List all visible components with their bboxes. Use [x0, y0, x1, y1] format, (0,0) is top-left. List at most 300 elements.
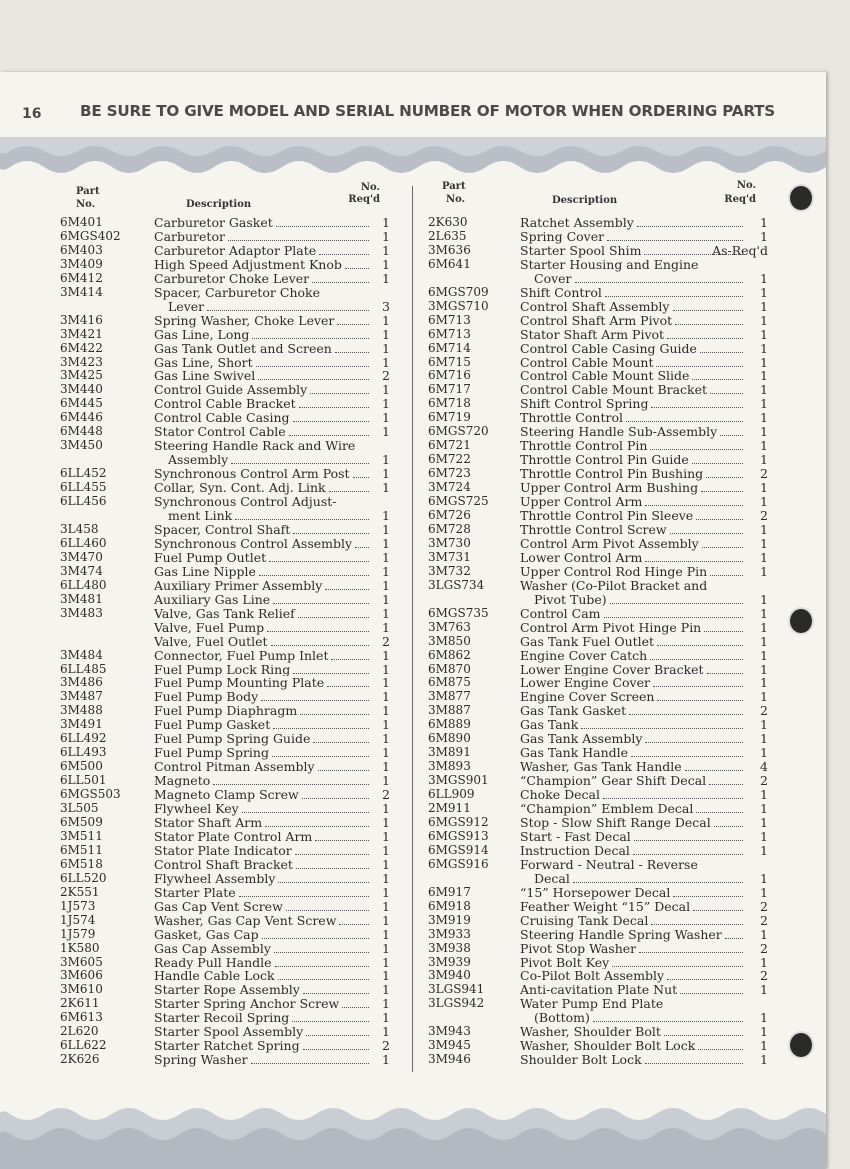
part-quantity: 1 — [382, 675, 390, 691]
part-quantity: 2 — [760, 466, 768, 482]
part-row — [428, 579, 768, 607]
part-number: 3M731 — [428, 549, 471, 564]
part-row — [60, 369, 390, 383]
binder-hole-middle — [788, 607, 814, 635]
part-description-text: High Speed Adjustment Knob — [154, 257, 342, 272]
part-quantity: 1 — [760, 633, 768, 649]
part-row — [60, 481, 390, 495]
part-row — [428, 914, 768, 928]
part-quantity: 1 — [382, 340, 390, 356]
part-number: 6M726 — [428, 508, 471, 523]
part-quantity: 1 — [382, 605, 390, 621]
part-description — [520, 495, 746, 509]
part-description-text: Valve, Gas Tank Relief — [154, 606, 295, 621]
part-description — [154, 942, 372, 956]
part-description-text: Co-Pilot Bolt Assembly — [520, 969, 665, 984]
part-row — [60, 718, 390, 732]
part-description — [520, 481, 746, 495]
leader-dots — [702, 538, 743, 548]
part-description — [520, 411, 746, 425]
part-description — [520, 816, 746, 830]
part-row — [60, 649, 390, 663]
part-description — [520, 565, 746, 579]
part-number: 6M890 — [428, 731, 471, 746]
leader-dots — [725, 929, 743, 939]
part-row — [60, 523, 390, 537]
part-row — [428, 551, 768, 565]
part-number: 3M732 — [428, 563, 471, 578]
part-description-text: Instruction Decal — [520, 843, 630, 858]
part-number: 6MGS402 — [60, 228, 121, 243]
part-description — [520, 886, 746, 900]
part-row — [428, 397, 768, 411]
part-quantity: 1 — [760, 605, 768, 621]
leader-dots — [651, 398, 743, 408]
leader-dots — [704, 622, 743, 632]
part-description — [520, 300, 746, 314]
leader-dots — [637, 217, 743, 227]
part-description — [154, 537, 372, 551]
part-number: 3M946 — [428, 1052, 471, 1067]
part-row — [60, 914, 390, 928]
part-description-text: Gas Tank — [520, 718, 579, 733]
part-description — [154, 621, 372, 635]
part-quantity: 1 — [382, 1052, 390, 1068]
part-quantity: 1 — [382, 801, 390, 817]
part-description — [520, 425, 746, 439]
part-description — [520, 704, 746, 718]
part-description-text: Collar, Syn. Cont. Adj. Link — [154, 481, 326, 496]
part-number: 6M728 — [428, 521, 471, 536]
part-quantity: 1 — [382, 814, 390, 830]
leader-dots — [604, 608, 743, 618]
leader-dots — [650, 650, 743, 660]
part-row — [428, 788, 768, 802]
part-quantity: 1 — [760, 340, 768, 356]
part-number: 6M721 — [428, 438, 471, 453]
leader-dots — [262, 929, 369, 939]
part-row — [60, 816, 390, 830]
part-description-text: Gas Cap Assembly — [154, 941, 271, 956]
part-quantity: 1 — [760, 521, 768, 537]
part-description — [520, 509, 746, 523]
part-description-text: Steering Handle Rack and Wire — [154, 439, 356, 454]
part-description — [154, 690, 372, 704]
part-number: 6MGS720 — [428, 424, 489, 439]
part-quantity: 1 — [760, 731, 768, 747]
leader-dots — [239, 887, 369, 897]
part-row — [428, 983, 768, 997]
part-description — [520, 690, 746, 704]
part-description — [154, 1025, 372, 1039]
part-row — [428, 230, 768, 244]
part-row — [428, 537, 768, 551]
part-description — [154, 216, 372, 230]
part-row — [428, 649, 768, 663]
wave-decoration-bottom — [0, 1098, 826, 1169]
part-quantity: 1 — [760, 549, 768, 565]
part-description — [520, 788, 746, 802]
part-row — [428, 411, 768, 425]
part-description-text: Connector, Fuel Pump Inlet — [154, 648, 329, 663]
part-description — [520, 1025, 746, 1039]
part-quantity: 1 — [382, 996, 390, 1012]
part-row — [60, 760, 390, 774]
part-row — [428, 481, 768, 495]
part-description-continued — [168, 300, 372, 314]
part-quantity: 1 — [760, 828, 768, 844]
part-row — [60, 774, 390, 788]
part-description — [520, 802, 746, 816]
leader-dots — [292, 1012, 369, 1022]
wave-decoration-top — [0, 137, 826, 185]
part-description — [154, 760, 372, 774]
part-description — [154, 551, 372, 565]
part-quantity: 1 — [382, 619, 390, 635]
part-row — [60, 495, 390, 523]
part-description-text: Synchronous Control Adjust- — [154, 495, 337, 510]
leader-dots — [293, 412, 369, 422]
part-number: 6M445 — [60, 396, 103, 411]
part-number: 3LGS734 — [428, 577, 485, 592]
part-quantity: 1 — [382, 480, 390, 496]
part-quantity: 1 — [382, 717, 390, 733]
part-description — [154, 425, 372, 439]
part-row — [60, 328, 390, 342]
part-description — [154, 928, 372, 942]
part-quantity: 1 — [382, 828, 390, 844]
part-number: 6M722 — [428, 452, 471, 467]
part-number: 3M933 — [428, 926, 471, 941]
part-description-text: Control Arm Pivot Hinge Pin — [520, 620, 702, 635]
part-number: 3M488 — [60, 703, 103, 718]
part-row — [428, 663, 768, 677]
part-number: 6M641 — [428, 256, 471, 271]
part-description — [154, 272, 372, 286]
part-row — [60, 886, 390, 900]
part-row — [60, 230, 390, 244]
part-description — [154, 481, 372, 495]
part-description — [154, 523, 372, 537]
leader-dots — [645, 496, 743, 506]
part-number: 1K580 — [60, 940, 100, 955]
part-row — [428, 676, 768, 690]
part-description-text: Forward - Neutral - Reverse — [520, 857, 698, 872]
part-quantity: 1 — [760, 563, 768, 579]
part-quantity: 1 — [382, 521, 390, 537]
part-quantity: 1 — [760, 884, 768, 900]
part-quantity: 2 — [760, 898, 768, 914]
part-quantity: 1 — [760, 215, 768, 230]
leader-dots — [610, 594, 743, 604]
part-number: 3M610 — [60, 982, 103, 997]
part-row — [428, 439, 768, 453]
part-description — [154, 830, 372, 844]
part-quantity: 1 — [760, 480, 768, 496]
part-description-text: Control Cable Casing — [154, 411, 290, 426]
part-number: 3M474 — [60, 563, 103, 578]
leader-dots — [645, 1054, 743, 1064]
part-description-text: Starter Housing and Engine — [520, 257, 699, 272]
part-row — [60, 258, 390, 272]
leader-dots — [303, 984, 369, 994]
part-number: 6LL493 — [60, 745, 107, 760]
part-description — [154, 244, 372, 258]
part-description-continued — [534, 593, 746, 607]
part-number: 3M893 — [428, 759, 471, 774]
part-description — [154, 858, 372, 872]
leader-dots — [700, 343, 743, 353]
part-description — [520, 914, 746, 928]
part-description — [154, 369, 372, 383]
header-part-line1: Part — [442, 181, 466, 192]
part-quantity: 1 — [382, 424, 390, 440]
part-description-text: Control Shaft Arm Pivot — [520, 313, 673, 328]
part-number: 6M917 — [428, 884, 471, 899]
part-description — [154, 593, 372, 607]
part-description-text: Lower Control Arm — [520, 550, 643, 565]
header-qty-line2: Req'd — [724, 194, 756, 205]
leader-dots — [293, 524, 369, 534]
part-description — [154, 997, 372, 1011]
part-row — [60, 1053, 390, 1067]
leader-dots — [693, 901, 743, 911]
leader-dots — [706, 468, 743, 478]
leader-dots — [252, 329, 369, 339]
part-quantity: 1 — [382, 563, 390, 579]
part-row — [428, 1053, 768, 1067]
leader-dots — [273, 594, 369, 604]
part-row — [60, 635, 390, 649]
leader-dots — [235, 510, 369, 520]
part-description-text: Fuel Pump Spring — [154, 746, 269, 761]
part-description-text: Steering Handle Sub-Assembly — [520, 425, 718, 440]
part-row — [428, 760, 768, 774]
part-quantity: 1 — [382, 926, 390, 942]
leader-dots — [670, 524, 743, 534]
part-number: 6M716 — [428, 368, 471, 383]
leader-dots — [259, 566, 369, 576]
part-description — [520, 858, 746, 872]
part-row — [60, 830, 390, 844]
part-quantity: 1 — [760, 494, 768, 510]
part-description-continued-text: (Bottom) — [534, 1010, 590, 1026]
part-description-text: Valve, Fuel Outlet — [154, 634, 268, 649]
part-description-text: Fuel Pump Gasket — [154, 718, 271, 733]
part-number: 6M713 — [428, 326, 471, 341]
part-description — [520, 900, 746, 914]
part-quantity: 1 — [760, 396, 768, 412]
leader-dots — [261, 691, 369, 701]
part-row — [60, 467, 390, 481]
part-number: 6M412 — [60, 270, 103, 285]
part-row — [428, 900, 768, 914]
part-row — [428, 509, 768, 523]
part-row — [428, 467, 768, 481]
part-quantity: 1 — [382, 591, 390, 607]
part-row — [60, 356, 390, 370]
column-header — [60, 180, 390, 216]
leader-dots — [714, 817, 743, 827]
part-description-text: Shift Control — [520, 285, 602, 300]
part-row — [60, 607, 390, 621]
part-row — [428, 802, 768, 816]
part-number: 3LGS941 — [428, 982, 485, 997]
part-row — [428, 774, 768, 788]
part-description-text: “Champion” Emblem Decal — [520, 802, 694, 816]
part-description-text: Gasket, Gas Cap — [154, 927, 259, 942]
part-number: 6MGS503 — [60, 787, 121, 802]
part-description-text: Starter Rope Assembly — [154, 983, 300, 998]
part-description-continued — [534, 872, 746, 886]
part-row — [60, 690, 390, 704]
leader-dots — [310, 384, 369, 394]
part-number: 3M450 — [60, 438, 103, 453]
part-row — [60, 956, 390, 970]
part-row — [428, 1025, 768, 1039]
leader-dots — [313, 733, 369, 743]
part-row — [428, 886, 768, 900]
part-description-text: Control Shaft Assembly — [520, 299, 670, 314]
part-description — [154, 983, 372, 997]
page-title: BE SURE TO GIVE MODEL AND SERIAL NUMBER OF MOTOR WHEN ORDERING PARTS — [80, 102, 776, 120]
part-description-text: Starter Ratchet Spring — [154, 1039, 300, 1054]
leader-dots — [710, 566, 743, 576]
leader-dots — [633, 845, 743, 855]
part-description — [154, 411, 372, 425]
part-description-text: Spring Washer, Choke Lever — [154, 313, 335, 328]
part-description-text: Washer, Gas Tank Handle — [520, 760, 682, 775]
part-quantity: 1 — [382, 396, 390, 412]
leader-dots — [242, 803, 369, 813]
part-row — [60, 676, 390, 690]
leader-dots — [709, 775, 743, 785]
leader-dots — [342, 998, 369, 1008]
part-row — [428, 942, 768, 956]
part-quantity: 1 — [382, 466, 390, 482]
part-row — [428, 425, 768, 439]
part-description-text: Ready Pull Handle — [154, 955, 272, 970]
part-row — [428, 746, 768, 760]
leader-dots — [612, 957, 743, 967]
leader-dots — [271, 636, 369, 646]
part-quantity: 1 — [760, 982, 768, 998]
part-quantity: 1 — [760, 298, 768, 314]
part-number: 2K630 — [428, 215, 468, 229]
part-description-text: Carburetor Gasket — [154, 216, 273, 230]
part-number: 3M481 — [60, 591, 103, 606]
part-description-continued — [168, 509, 372, 523]
part-description — [154, 286, 372, 300]
part-description — [520, 635, 746, 649]
part-description — [154, 844, 372, 858]
page-header — [0, 100, 826, 130]
part-quantity: 1 — [760, 787, 768, 803]
part-description — [520, 230, 746, 244]
part-number: 6M717 — [428, 382, 471, 397]
part-quantity: 1 — [382, 382, 390, 398]
part-quantity: 1 — [382, 410, 390, 426]
leader-dots — [664, 1026, 743, 1036]
part-description-text: Fuel Pump Mounting Plate — [154, 676, 325, 691]
part-quantity: 2 — [760, 773, 768, 789]
part-description-text: Control Cable Mount Bracket — [520, 383, 708, 398]
part-quantity: 1 — [382, 508, 390, 523]
part-quantity: 2 — [760, 703, 768, 719]
leader-dots — [673, 301, 743, 311]
part-description-text: Carburetor — [154, 229, 225, 244]
part-number: 6LL622 — [60, 1038, 107, 1053]
part-row — [60, 579, 390, 593]
part-quantity: 1 — [760, 1010, 768, 1026]
part-description-text: Auxiliary Primer Assembly — [154, 578, 323, 593]
part-description-text: Fuel Pump Outlet — [154, 550, 267, 565]
part-description — [154, 956, 372, 970]
part-quantity: 1 — [760, 452, 768, 468]
leader-dots — [593, 1012, 743, 1022]
part-description-continued — [534, 1011, 746, 1025]
part-row — [428, 732, 768, 746]
part-quantity: 1 — [382, 452, 390, 468]
part-quantity: 1 — [760, 368, 768, 384]
part-row — [60, 593, 390, 607]
part-description — [520, 942, 746, 956]
part-description-text: Stator Shaft Arm — [154, 815, 263, 830]
part-quantity: 1 — [760, 661, 768, 677]
part-row — [428, 718, 768, 732]
part-description-text: Steering Handle Spring Washer — [520, 927, 722, 942]
part-description — [154, 718, 372, 732]
part-description — [520, 1039, 746, 1053]
part-row — [60, 844, 390, 858]
part-quantity: 1 — [382, 1010, 390, 1026]
part-quantity: 1 — [382, 326, 390, 342]
part-row — [428, 565, 768, 579]
part-description-text: Starter Spring Anchor Screw — [154, 997, 340, 1012]
leader-dots — [329, 482, 369, 492]
part-description-continued-text: Decal — [534, 870, 570, 886]
part-row — [428, 690, 768, 704]
part-description-text: Throttle Control Screw — [520, 522, 667, 537]
part-description — [154, 342, 372, 356]
part-row — [60, 1039, 390, 1053]
part-quantity: 1 — [760, 870, 768, 886]
part-description — [520, 342, 746, 356]
leader-dots — [331, 650, 369, 660]
part-quantity: 3 — [382, 298, 390, 314]
part-number: 6M715 — [428, 354, 471, 369]
part-quantity: 2 — [760, 940, 768, 956]
part-number: 3M605 — [60, 954, 103, 969]
part-quantity: As-Req'd — [712, 242, 768, 258]
leader-dots — [273, 719, 369, 729]
part-number: 6M448 — [60, 424, 103, 439]
part-description-text: Fuel Pump Lock Ring — [154, 662, 291, 677]
part-number: 2L635 — [428, 228, 467, 243]
part-row — [60, 286, 390, 314]
leader-dots — [312, 273, 369, 283]
header-qty-line2: Req'd — [348, 194, 380, 205]
leader-dots — [701, 482, 743, 492]
part-quantity: 1 — [760, 801, 768, 817]
part-description-text: Upper Control Arm — [520, 495, 643, 510]
leader-dots — [626, 412, 743, 422]
part-description — [520, 969, 746, 983]
part-number: 6M719 — [428, 410, 471, 425]
part-number: 6M511 — [60, 842, 103, 857]
part-number: 2L620 — [60, 1024, 99, 1039]
part-description-text: Washer, Shoulder Bolt — [520, 1025, 661, 1040]
